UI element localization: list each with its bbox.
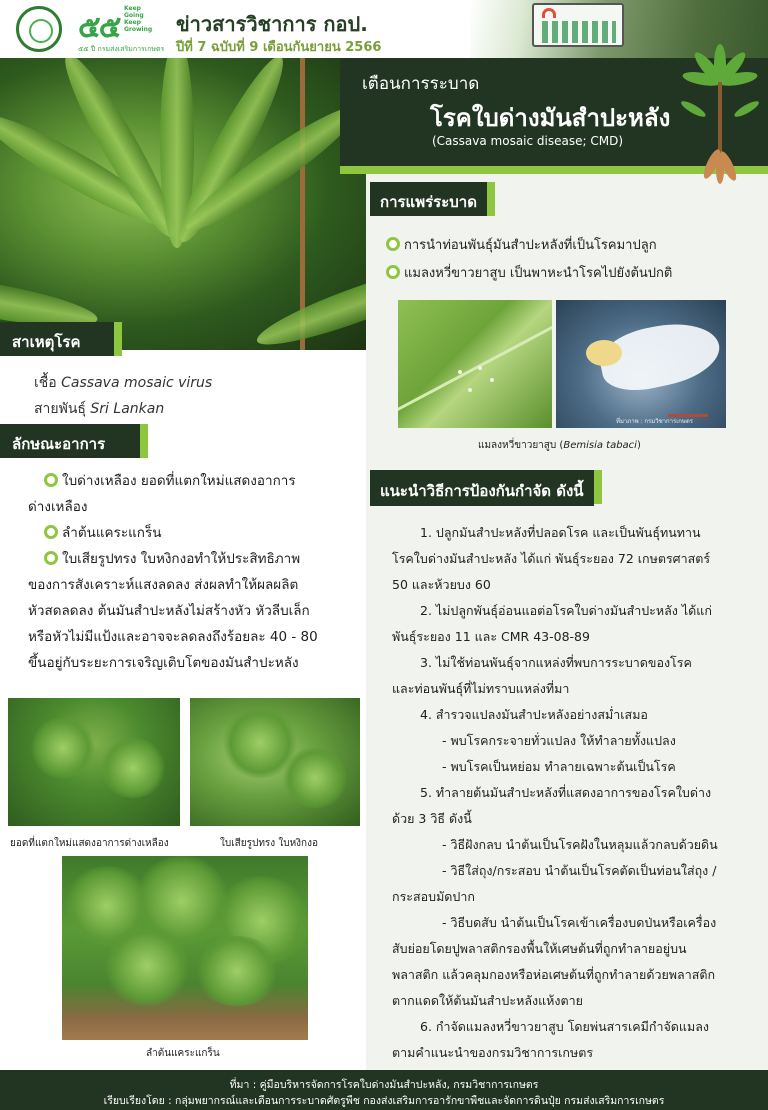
- photo-credit: ที่มาภาพ : กรมวิชาการเกษตร: [616, 418, 693, 425]
- symptom-item-2: ลำต้นแคระแกร็น: [44, 520, 161, 546]
- control-line: - วิธีใส่ถุง/กระสอบ นำต้นเป็นโรคตัดเป็นท่อนใส่ถุง /: [442, 863, 717, 878]
- bullet-icon: [44, 551, 58, 565]
- yellow-mosaic-shoot-photo: [8, 698, 180, 826]
- control-line: ตามคำแนะนำของกรมวิชาการเกษตร: [392, 1045, 594, 1060]
- section-heading-cause: สาเหตุโรค: [0, 322, 114, 356]
- bullet-icon: [386, 237, 400, 251]
- symptom-item-3: ใบเสียรูปทรง ใบหงิกงอทำให้ประสิทธิภาพ: [44, 546, 300, 572]
- control-line: 4. สำรวจแปลงมันสำปะหลังอย่างสม่ำเสมอ: [420, 707, 648, 722]
- control-line: ตากแดดให้ต้นมันสำปะหลังแห้งตาย: [392, 993, 583, 1008]
- footer-compiled-by: เรียบเรียงโดย : กลุ่มพยากรณ์และเตือนการระบาดศัตรูพืช กองส่งเสริมการอารักขาพืชและจัดการดินปุ๋ย กรมส่งเสริมการเกษตร: [103, 1095, 665, 1107]
- symptom-item-3-line: หัวสดลดลง ต้นมันสำปะหลังไม่สร้างหัว หัวลีบเล็ก: [28, 603, 310, 619]
- control-line: - วิธีฝังกลบ นำต้นเป็นโรคฝังในหลุมแล้วกลบด้วยดิน: [442, 837, 718, 852]
- control-line: โรคใบด่างมันสำปะหลัง ได้แก่ พันธุ์ระยอง 72 เกษตรศาสตร์: [392, 551, 711, 566]
- footer-source: ที่มา : คู่มือบริหารจัดการโรคใบด่างมันสำปะหลัง, กรมวิชาการเกษตร: [229, 1079, 539, 1091]
- section-heading-spread: การแพร่ระบาด: [370, 182, 487, 216]
- publication-title: ข่าวสารวิชาการ กอป.: [176, 12, 368, 36]
- photo-caption-shoot: ยอดที่แตกใหม่แสดงอาการด่างเหลือง: [10, 838, 169, 849]
- section-heading-symptoms: ลักษณะอาการ: [0, 424, 140, 458]
- control-line: พลาสติก แล้วคลุมกองหรือห่อเศษต้นที่ถูกทำลายด้วยพลาสติก: [392, 967, 716, 982]
- bullet-icon: [44, 473, 58, 487]
- control-line: 3. ไม่ใช้ท่อนพันธุ์จากแหล่งที่พบการระบาดของโรค: [420, 655, 692, 670]
- page-title: โรคใบด่างมันสำปะหลัง: [430, 104, 671, 132]
- monitor-icon: [532, 3, 624, 47]
- title-kicker: เตือนการระบาด: [362, 74, 480, 94]
- photo-caption-stunted: ลำต้นแคระแกร็น: [146, 1048, 220, 1059]
- symptom-item-1-cont: ด่างเหลือง: [28, 499, 88, 515]
- cause-virus: เชื้อ Cassava mosaic virus: [34, 375, 213, 391]
- symptom-item-3-line: หรือหัวไม่มีแป้งและอาจจะลดลงถึงร้อยละ 40 - 80: [28, 629, 318, 645]
- department-seal-logo: [16, 6, 62, 52]
- mosaic-leaf-photo: [0, 58, 366, 350]
- control-line: 6. กำจัดแมลงหวี่ขาวยาสูบ โดยพ่นสารเคมีกำจัดแมลง: [420, 1019, 709, 1034]
- spread-item-2: แมลงหวี่ขาวยาสูบ เป็นพาหะนำโรคไปยังต้นปกติ: [386, 262, 672, 283]
- control-line: และท่อนพันธุ์ที่ไม่ทราบแหล่งที่มา: [392, 681, 570, 696]
- control-line: 1. ปลูกมันสำปะหลังที่ปลอดโรค และเป็นพันธุ์ทนทาน: [420, 525, 701, 540]
- title-english: (Cassava mosaic disease; CMD): [432, 134, 624, 148]
- section-heading-control: แนะนำวิธีการป้องกันกำจัด ดังนี้: [370, 470, 594, 506]
- cause-strain: สายพันธุ์ Sri Lankan: [34, 401, 165, 417]
- control-line: กระสอบมัดปาก: [392, 889, 475, 904]
- control-line: - วิธีบดสับ นำต้นเป็นโรคเข้าเครื่องบดป่นหรือเครื่อง: [442, 915, 717, 930]
- control-line: 50 และห้วยบง 60: [392, 577, 491, 592]
- control-line: - พบโรคกระจายทั่วแปลง ให้ทำลายทั้งแปลง: [442, 733, 676, 748]
- control-line: พันธุ์ระยอง 11 และ CMR 43-08-89: [392, 629, 590, 644]
- whitefly-caption: แมลงหวี่ขาวยาสูบ (Bemisia tabaci): [478, 440, 641, 451]
- cassava-plant-illustration: [672, 44, 768, 186]
- symptom-item-1: ใบด่างเหลือง ยอดที่แตกใหม่แสดงอาการ: [44, 468, 296, 494]
- control-line: 2. ไม่ปลูกพันธุ์อ่อนแอต่อโรคใบด่างมันสำปะหลัง ได้แก่: [420, 603, 712, 618]
- distorted-leaf-photo: [190, 698, 360, 826]
- bullet-icon: [44, 525, 58, 539]
- control-line: สับย่อยโดยปูพลาสติกรองพื้นให้เศษต้นที่ถูกทำลายอยู่บน: [392, 941, 687, 956]
- control-line: 5. ทำลายต้นมันสำปะหลังที่แสดงอาการของโรคใบด่าง: [420, 785, 712, 800]
- whitefly-on-leaf-photo: [398, 300, 552, 428]
- control-line: - พบโรคเป็นหย่อม ทำลายเฉพาะต้นเป็นโรค: [442, 759, 676, 774]
- logo-subtitle: ๕๕ ปี กรมส่งเสริมการเกษตร: [78, 45, 165, 53]
- control-line: ด้วย 3 วิธี ดังนี้: [392, 811, 472, 826]
- header-bar: [0, 0, 768, 58]
- stunted-plants-photo: [62, 856, 308, 1040]
- photo-caption-leaf: ใบเสียรูปทรง ใบหงิกงอ: [220, 838, 319, 849]
- symptom-item-3-line: ขึ้นอยู่กับระยะการเจริญเติบโตของมันสำปะหลัง: [28, 655, 299, 671]
- issue-line: ปีที่ 7 ฉบับที่ 9 เดือนกันยายน 2566: [176, 40, 382, 55]
- spread-item-1: การนำท่อนพันธุ์มันสำปะหลังที่เป็นโรคมาปลูก: [386, 234, 657, 255]
- whitefly-closeup-photo: [556, 300, 726, 428]
- bullet-icon: [386, 265, 400, 279]
- footer-bar: [0, 1070, 768, 1110]
- symptom-item-3-line: ของการสังเคราะห์แสงลดลง ส่งผลทำให้ผลผลิต: [28, 577, 299, 593]
- logo-number: ๕๕: [78, 10, 120, 45]
- logo-tagline: Keep Going Keep Growing: [124, 5, 153, 33]
